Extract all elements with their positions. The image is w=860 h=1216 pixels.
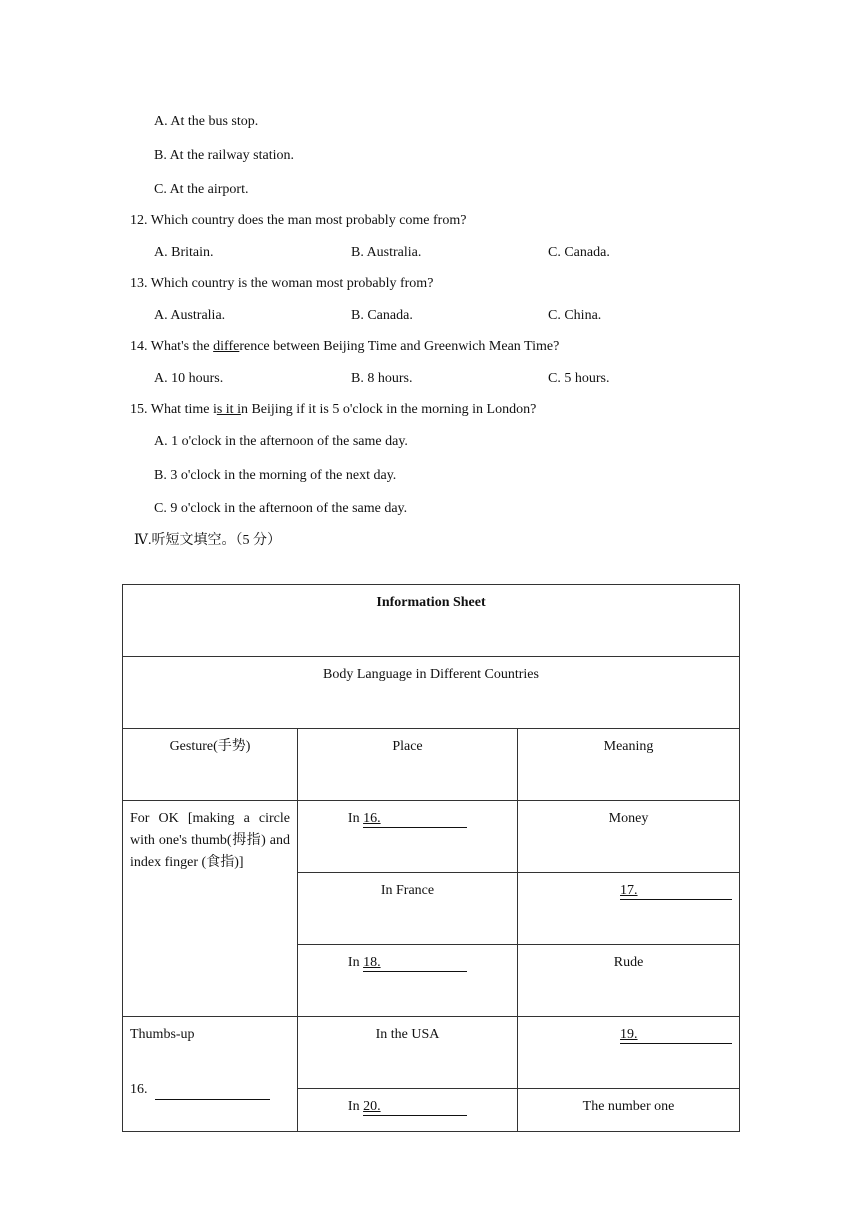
meaning-blank-19 [518,1017,740,1089]
answer-label: 16. [130,1082,148,1097]
q11-option-b: B. At the railway station. [154,148,294,163]
information-sheet-table [122,584,740,1132]
q13-question: 13. Which country is the woman most probably from? [130,276,434,291]
q14-question [130,338,559,356]
q14-option-a: A. 10 hours. [154,371,224,386]
in-label: In [347,955,360,970]
sheet-subtitle: Body Language in Different Countries [123,657,740,729]
gesture-thumbs-up-cell: Thumbs-up [123,1017,298,1132]
q12-question: 12. Which country does the man most probably come from? [130,213,467,228]
q14-option-b: B. 8 hours. [351,371,413,386]
q13-option-c: C. China. [548,308,602,323]
q13-option-a: A. Australia. [154,308,226,323]
q15-option-c: C. 9 o'clock in the afternoon of the same day. [154,501,408,516]
q11-option-c: C. At the airport. [154,182,249,197]
place-blank-20 [298,1089,518,1132]
table-row [123,585,740,657]
q14-prefix: 14. What's the [130,339,214,354]
header-meaning: Meaning [518,729,740,801]
meaning-number-one: The number one [518,1089,740,1132]
q15-option-b: B. 3 o'clock in the morning of the next day. [154,468,397,483]
answer-blank-16[interactable] [155,1081,270,1100]
table-header-row [123,729,740,801]
q12-option-c: C. Canada. [548,245,610,260]
blank-18: 18. [363,955,467,972]
meaning-rude: Rude [518,945,740,1017]
q12-option-b: B. Australia. [351,245,422,260]
q15-prefix: 15. What time i [130,402,217,417]
q11-option-a: A. At the bus stop. [154,114,259,129]
place-blank-18 [298,945,518,1017]
table-row [123,1017,740,1089]
table-row [123,801,740,873]
q15-option-a: A. 1 o'clock in the afternoon of the same day. [154,434,408,449]
meaning-money: Money [518,801,740,873]
meaning-blank-17 [518,873,740,945]
q15-underlined: s it i [216,402,241,417]
q15-question [130,401,536,419]
q14-option-c: C. 5 hours. [548,371,610,386]
blank-16: 16. [363,811,467,828]
gesture-ok-cell: For OK [making a circle with one's thumb(拇指) and index finger (食指)] [123,801,298,1017]
header-place: Place [298,729,518,801]
q12-option-a: A. Britain. [154,245,214,260]
table-row [123,657,740,729]
place-france: In France [298,873,518,945]
blank-20: 20. [363,1099,467,1116]
blank-19: 19. [620,1027,732,1044]
q13-option-b: B. Canada. [351,308,413,323]
q15-suffix: n Beijing if it is 5 o'clock in the morning in London? [240,402,537,417]
in-label: In [347,1099,360,1114]
section-4-heading: Ⅳ.听短文填空。（5 分） [134,533,281,548]
q14-suffix: rence between Beijing Time and Greenwich Mean Time? [239,339,560,354]
place-blank-16 [298,801,518,873]
place-usa: In the USA [298,1017,518,1089]
answer-line-16 [130,1081,270,1100]
q14-underlined: diffe [213,339,240,354]
blank-17: 17. [620,883,732,900]
in-label: In [347,811,360,826]
header-gesture: Gesture(手势) [123,729,298,801]
sheet-title: Information Sheet [123,585,740,657]
